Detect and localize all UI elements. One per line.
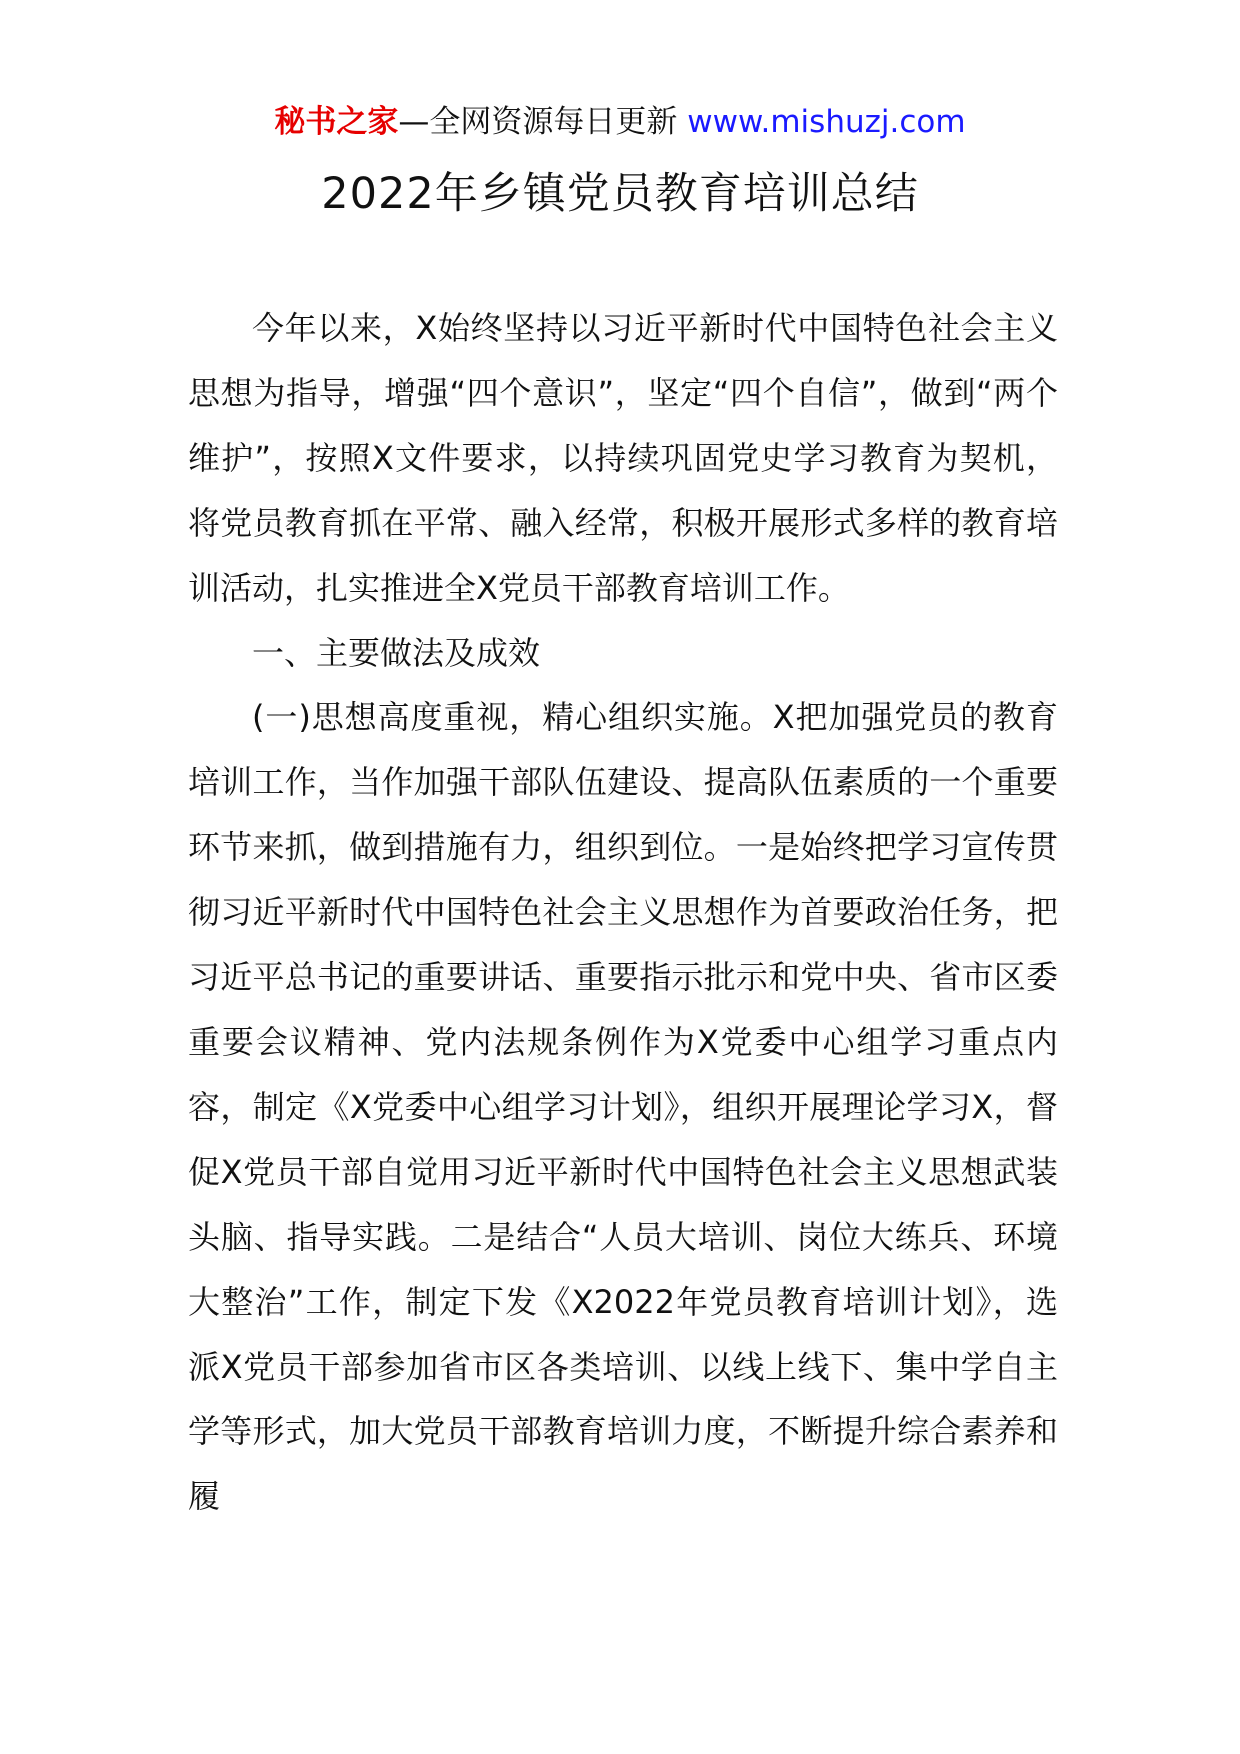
site-url-link[interactable]: www.mishuzj.com <box>687 104 966 140</box>
section-heading: 一、主要做法及成效 <box>252 633 541 672</box>
intro-paragraph: 今年以来，X始终坚持以习近平新时代中国特色社会主义思想为指导，增强“四个意识”，坚定“四个自信”，做到“两个维护”，按照X文件要求，以持续巩固党史学习教育为契机，将党员教育抓在平常、融入经常，积极开展形式多样的教育培训活动，扎实推进全X党员干部教育培训工作。 <box>188 309 1058 607</box>
site-slogan: —全网资源每日更新 <box>398 104 678 140</box>
document-title: 2022年乡镇党员教育培训总结 <box>321 169 919 219</box>
site-header <box>0 100 1240 144</box>
site-brand: 秘书之家 <box>274 104 399 140</box>
subsection-paragraph: (一)思想高度重视，精心组织实施。X把加强党员的教育培训工作，当作加强干部队伍建设、提高队伍素质的一个重要环节来抓，做到措施有力，组织到位。一是始终把学习宣传贯彻习近平新时代中国特色社会主义思想作为首要政治任务，把习近平总书记的重要讲话、重要指示批示和党中央、省市区委重要会议精神、党内法规条例作为X党委中心组学习重点内容，制定《X党委中心组学习计划》，组织开展理论学习X，督促X党员干部自觉用习近平新时代中国特色社会主义思想武装头脑、指导实践。二是结合“人员大培训、岗位大练兵、环境大整治”工作，制定下发《X2022年党员教育培训计划》，选派X党员干部参加省市区各类培训、以线上线下、集中学自主学等形式，加大党员干部教育培训力度，不断提升综合素养和履 <box>188 698 1058 1516</box>
document-body <box>188 296 1058 1529</box>
